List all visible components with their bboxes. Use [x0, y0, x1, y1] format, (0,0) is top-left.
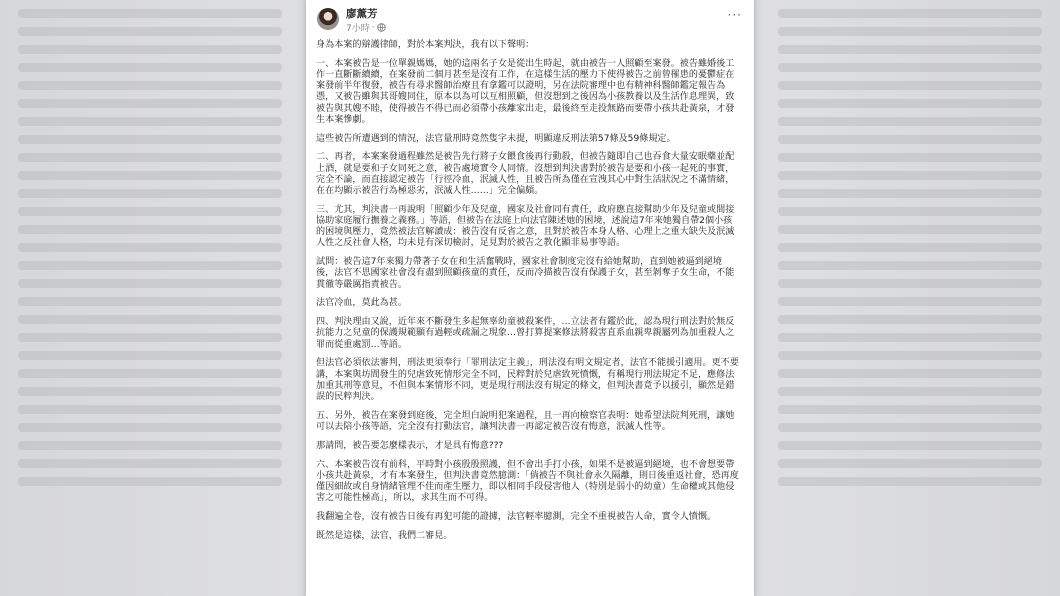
post-time[interactable]: 7小時	[346, 24, 370, 34]
paragraph: 那請問，被告要怎麼樣表示，才是具有悔意???	[316, 440, 504, 451]
paragraph: 既然是這樣，法官，我們二審見。	[316, 530, 453, 541]
globe-icon	[377, 23, 386, 32]
paragraph: 這些被告所遭遇到的情況，法官量刑時竟然隻字未提，明顯違反刑法第57條及59條規定。	[316, 133, 676, 144]
post-body	[316, 40, 740, 550]
paragraph: 法官冷血，莫此為甚。	[316, 298, 407, 309]
paragraph: 但法官必須依法審判，刑法更須奉行「罪刑法定主義」，刑法沒有明文規定者，法官不能援引適用。更不要講，本案與坊間發生的兒虐致死情形完全不同，民粹對於兒虐致死憤慨，有稱現行刑法規定不足，應修法加重其刑等意見，不但與本案情形不同，更是現行刑法沒有規定的條文，但判決書竟予以援引，顯然是錯誤的民粹判決。	[316, 358, 739, 403]
paragraph: 五、另外，被告在案發到庭後，完全坦白說明犯案過程，且一再向檢察官表明：她希望法院判死刑，讓她可以去陪小孩等語，完全沒有打動法官，讓判決書一再認定被告沒有悔意，泯滅人性等。	[316, 410, 735, 433]
paragraph: 六、本案被告沒有前科，平時對小孩殷殷照護，但不會出手打小孩，如果不是被逼到絕境，也不會想要帶小孩共赴黃泉，才有本案發生，但判決書竟然臆測：「倘被告不與社會永久隔離，則日後重返社會，恐再度僅因細故或自身情緒管理不佳而產生壓力，即以相同手段侵害他人（特別是弱小的幼童）生命權或其他侵害之可能性極高」，所以，求其生而不可得。	[316, 459, 739, 504]
post-meta	[346, 21, 386, 34]
paragraph: 四、判決理由又說，近年來不斷發生多起無辜幼童被殺案件，…立法者有鑑於此，認為現行刑法對於無反抗能力之兒童的保護規範顯有過輕或疏漏之現象…曾打算提案修法將殺害直系血親卑親屬列為加重殺人之罪而從重處罰…等語。	[316, 317, 735, 350]
blurred-right-panel	[760, 0, 1060, 596]
facebook-post-card	[306, 0, 754, 596]
paragraph: 一、本案被告是一位單親媽媽，她的這兩名子女是從出生時起，就由被告一人照顧至案發。被告雖婚後工作一直斷斷續續，在案發前二個月甚至是沒有工作，在這樣生活的壓力下使得被告之前曾罹患的憂鬱症在案發前半年復發，被告有尋求醫師治療且有拿鑑可以證明，另在法院審理中也有精神科醫師鑑定報告為憑，又被告雖與其哥嫂同住，原本以為可以互相照顧，但沒想到之後因為小孩教養以及生活作息理異，致被告與其嫂不睦，使得被告不得已而必須帶小孩離家出走，最後終至走投無路而要帶小孩共赴黃泉，才發生本案慘劇。	[316, 58, 735, 125]
blurred-left-panel	[0, 0, 300, 596]
paragraph: 身為本案的辯護律師，對於本案判決，我有以下聲明：	[316, 40, 535, 50]
paragraph: 二、再者，本案案發過程雖然是被告先行將子女餵食後再行動殺，但被告隨即自己也吞食大量安眠藥並配上酒，就是要和子女同死之意，被告處境實令人同情。沒想到判決書對於被告是要和小孩一起死的事實，完全不論，而直接認定被告「行徑冷血，泯滅人性，且被告所為僅在宣洩其心中對生活狀況之不滿情緒，在在均顯示被告行為極惡劣，泯滅人性……」完全偏頗。	[316, 152, 735, 197]
paragraph: 試問：被告這7年來獨力帶著子女在和生活奮戰時，國家社會制度完沒有給她幫助，直到她被逼到絕境後，法官不思國家社會沒有盡到照顧孩童的責任，反而冷描被告沒有保護子女，甚至剝奪子女生命，不能貫徹等嚴厲指責被告。	[316, 257, 735, 290]
avatar[interactable]	[317, 8, 339, 30]
meta-separator: ·	[371, 22, 375, 33]
paragraph: 我翻遍全卷，沒有被告日後有再犯可能的證據，法官輕率臆測，完全不重視被告人命，實令人憤慨。	[316, 512, 717, 523]
author-name[interactable]: 廖薰芳	[346, 8, 378, 20]
paragraph: 三、尤其，判決書一再說明「照顧少年及兒童，國家及社會同有責任，政府應直接幫助少年及兒童或間接協助家庭履行撫養之義務。」等語，但被告在法庭上向法官陳述她的困境，述說這7年來她獨自帶2個小孩的困境與壓力，竟然被法官解讀成：被告沒有反省之意，且對於被告本身人格、心理上之重大缺失及泯滅人性之反社會人格，均未見有深切檢討，足見對於被告之教化顯非易事等語。	[316, 204, 735, 249]
more-icon[interactable]: ···	[727, 8, 742, 22]
post-header	[306, 0, 754, 40]
